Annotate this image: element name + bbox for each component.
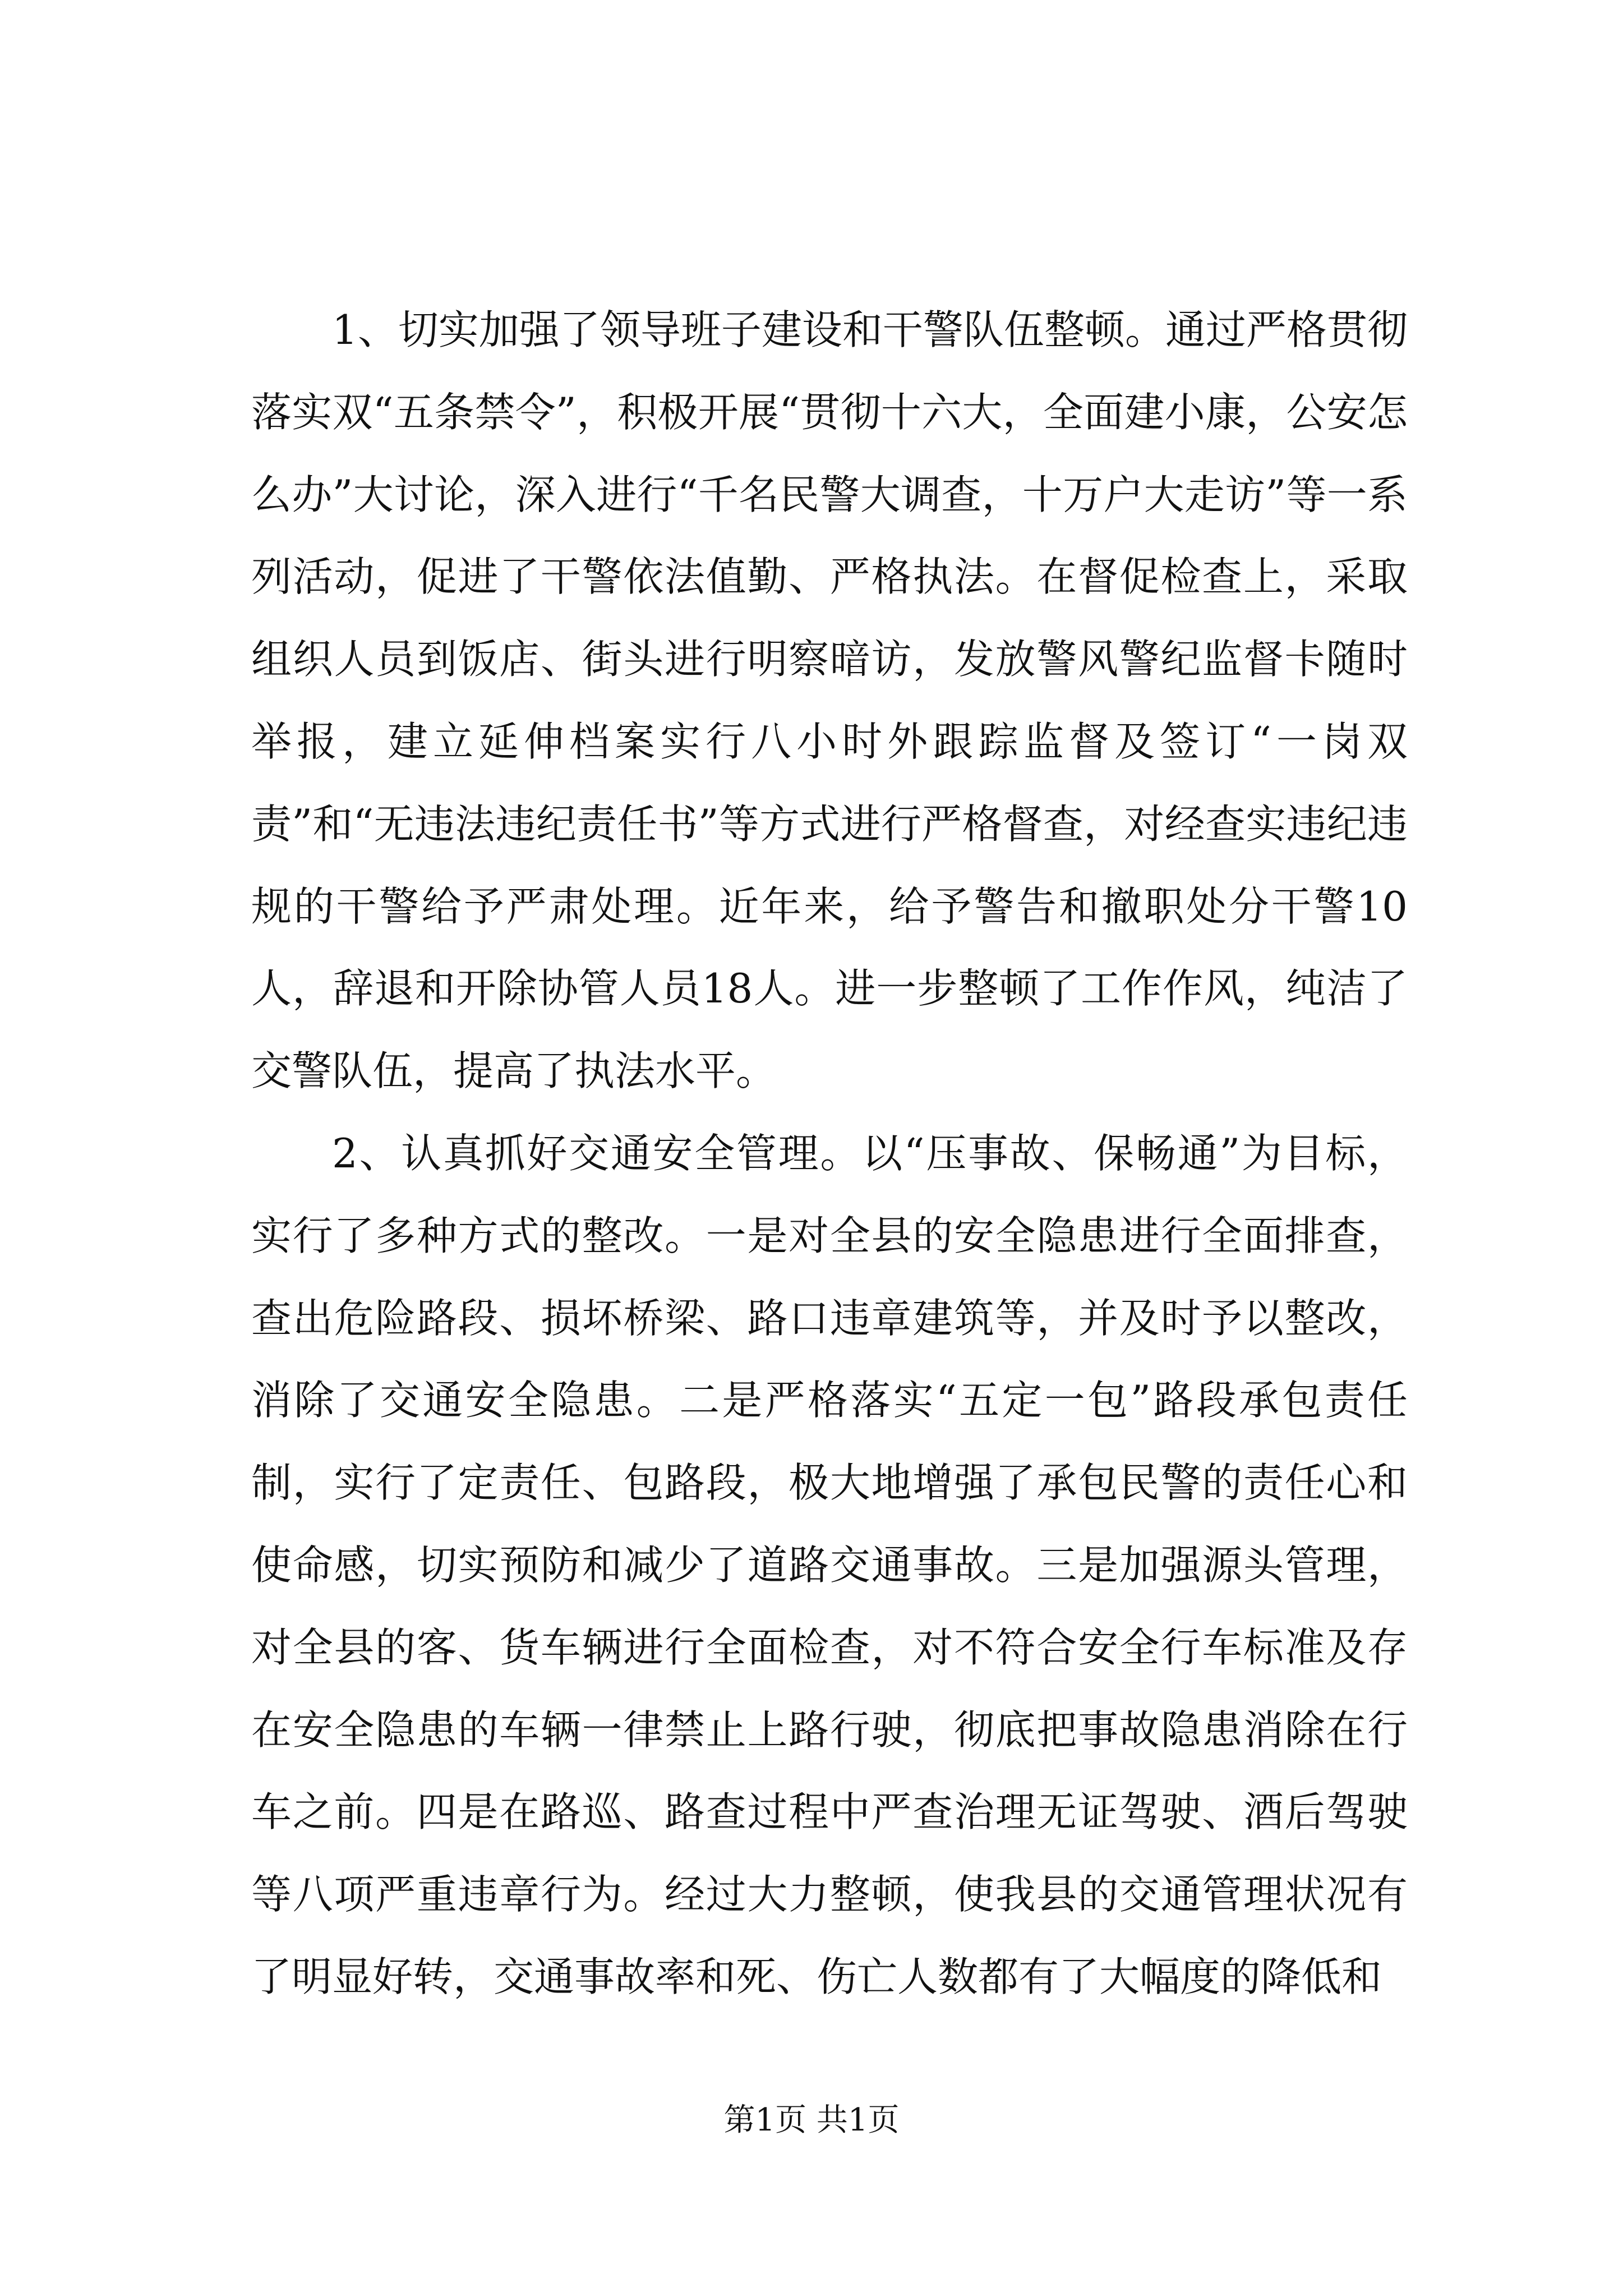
page-footer: 第1页 共1页: [723, 2102, 900, 2138]
document-body: [251, 289, 1408, 2018]
paragraph-1: 1、切实加强了领导班子建设和干警队伍整顿。通过严格贯彻落实双“五条禁令”，积极开展“贯彻十六大，全面建小康，公安怎么办”大讨论，深入进行“千名民警大调查，十万户大走访”等一系列活动，促进了干警依法值勤、严格执法。在督促检查上，采取组织人员到饭店、街头进行明察暗访，发放警风警纪监督卡随时举报，建立延伸档案实行八小时外跟踪监督及签订“一岗双责”和“无违法违纪责任书”等方式进行严格督查，对经查实违纪违规的干警给予严肃处理。近年来，给予警告和撤职处分干警10人，辞退和开除协管人员18人。进一步整顿了工作作风，纯洁了交警队伍，提高了执法水平。: [251, 306, 1408, 1095]
paragraph-2: 2、认真抓好交通安全管理。以“压事故、保畅通”为目标，实行了多种方式的整改。一是对全县的安全隐患进行全面排查，查出危险路段、损坏桥梁、路口违章建筑等，并及时予以整改，消除了交通安全隐患。二是严格落实“五定一包”路段承包责任制，实行了定责任、包路段，极大地增强了承包民警的责任心和使命感，切实预防和减少了道路交通事故。三是加强源头管理，对全县的客、货车辆进行全面检查，对不符合安全行车标准及存在安全隐患的车辆一律禁止上路行驶，彻底把事故隐患消除在行车之前。四是在路巡、路查过程中严查治理无证驾驶、酒后驾驶等八项严重违章行为。经过大力整顿，使我县的交通管理状况有了明显好转，交通事故率和死、伤亡人数都有了大幅度的降低和: [251, 1129, 1408, 2000]
